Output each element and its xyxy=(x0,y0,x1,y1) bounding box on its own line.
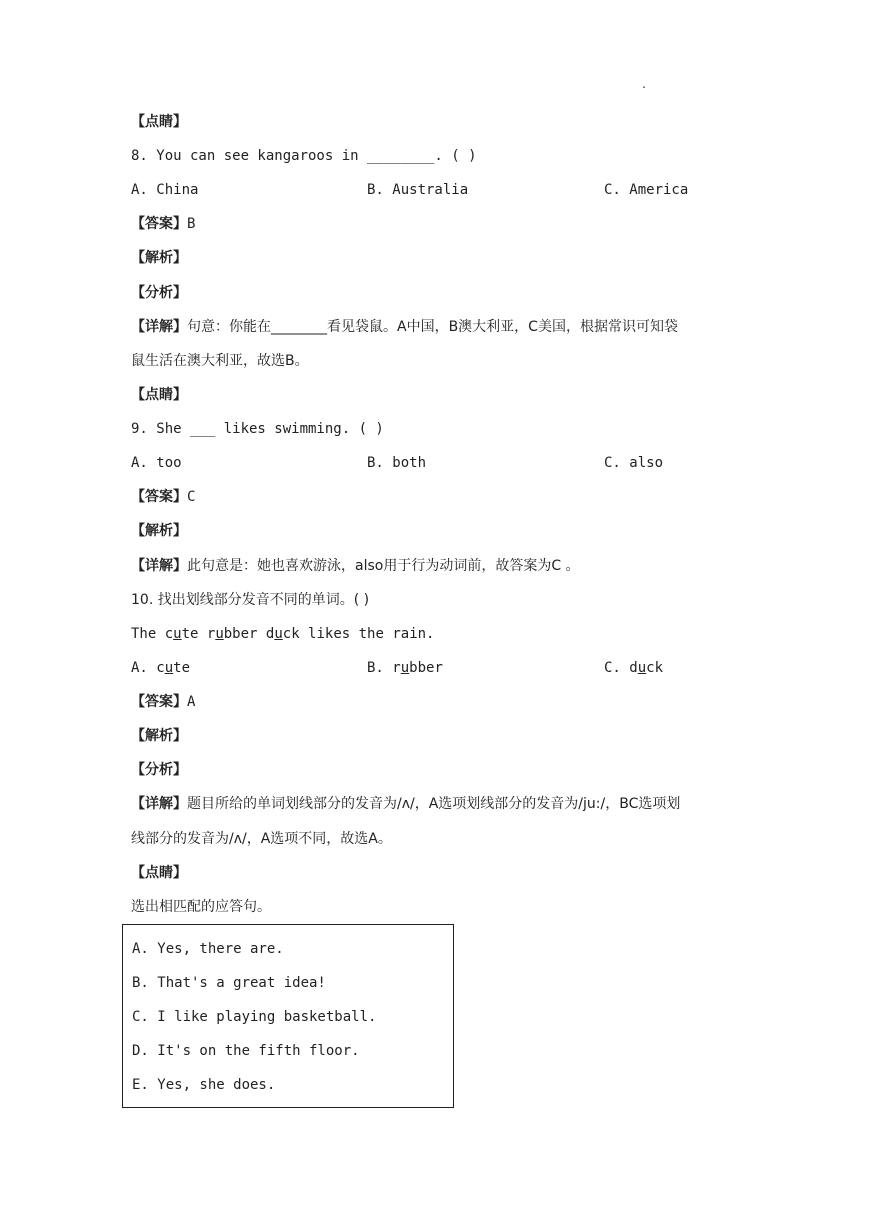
q8-detail-text: 句意：你能在________看见袋鼠。A中国，B澳大利亚，C美国，根据常识可知袋 xyxy=(187,319,678,335)
underlined-letter: u xyxy=(164,660,174,676)
answer-label: 【答案】 xyxy=(131,216,187,232)
underlined-letter: u xyxy=(215,626,224,642)
q10-option-c xyxy=(604,658,663,678)
q9-option-a: A. too xyxy=(131,455,182,471)
q9-detail-text: 此句意是：她也喜欢游泳，also用于行为动词前，故答案为C 。 xyxy=(187,558,580,574)
q9-stem: 9. She ___ likes swimming. ( ) xyxy=(131,421,384,437)
xiangjie-label: 【详解】 xyxy=(131,319,187,335)
q9-answer: C xyxy=(187,489,196,505)
jiexi-label: 【解析】 xyxy=(131,728,187,744)
dianjing-label: 【点睛】 xyxy=(131,865,187,881)
q9-option-b: B. both xyxy=(367,455,427,471)
jiexi-label: 【解析】 xyxy=(131,523,187,539)
option-text: C. d xyxy=(604,660,638,676)
underlined-letter: u xyxy=(637,660,647,676)
q8-option-a: A. China xyxy=(131,182,199,198)
q8-answer: B xyxy=(187,216,196,232)
q8-detail-line1 xyxy=(131,317,678,337)
jiexi-label: 【解析】 xyxy=(131,250,187,266)
underlined-letter: u xyxy=(400,660,410,676)
answer-label: 【答案】 xyxy=(131,694,187,710)
q10-answer-line xyxy=(131,692,195,712)
header-dot: . xyxy=(641,80,648,91)
box-item-c: C. I like playing basketball. xyxy=(132,1009,377,1025)
q10-stem: 10. 找出划线部分发音不同的单词。( ) xyxy=(131,592,370,608)
answer-label: 【答案】 xyxy=(131,489,187,505)
q8-option-b: B. Australia xyxy=(367,182,469,198)
q8-stem: 8. You can see kangaroos in ________. ( ) xyxy=(131,148,477,164)
fenxi-label: 【分析】 xyxy=(131,285,187,301)
sentence-part: ck likes the rain. xyxy=(282,626,435,642)
q10-detail-line2: 线部分的发音为/ʌ/，A选项不同，故选A。 xyxy=(131,831,392,847)
q10-option-b xyxy=(367,658,443,678)
sentence-part: bber d xyxy=(223,626,275,642)
q8-answer-line xyxy=(131,214,195,234)
q10-answer: A xyxy=(187,694,196,710)
section-title: 选出相匹配的应答句。 xyxy=(131,899,271,915)
xiangjie-label: 【详解】 xyxy=(131,796,187,812)
dianjing-label: 【点睛】 xyxy=(131,387,187,403)
dianjing-label: 【点睛】 xyxy=(131,114,187,130)
sentence-part: The c xyxy=(131,626,174,642)
xiangjie-label: 【详解】 xyxy=(131,558,187,574)
q9-detail-line xyxy=(131,556,580,576)
q8-detail-line2: 鼠生活在澳大利亚，故选B。 xyxy=(131,353,309,369)
underlined-letter: u xyxy=(274,626,283,642)
underlined-letter: u xyxy=(173,626,182,642)
q10-option-a xyxy=(131,658,190,678)
option-text: A. c xyxy=(131,660,165,676)
sentence-part: te r xyxy=(181,626,216,642)
box-item-d: D. It's on the fifth floor. xyxy=(132,1043,360,1059)
q10-detail-line1 xyxy=(131,794,680,814)
option-text: bber xyxy=(409,660,443,676)
box-item-b: B. That's a great idea! xyxy=(132,975,326,991)
q10-sentence xyxy=(131,624,434,644)
option-text: ck xyxy=(646,660,664,676)
answer-options-box xyxy=(122,924,454,1108)
option-text: te xyxy=(173,660,191,676)
fenxi-label: 【分析】 xyxy=(131,762,187,778)
box-item-a: A. Yes, there are. xyxy=(132,941,284,957)
q10-detail-text: 题目所给的单词划线部分的发音为/ʌ/，A选项划线部分的发音为/ju:/，BC选项划 xyxy=(187,796,681,812)
q9-option-c: C. also xyxy=(604,455,664,471)
option-text: B. r xyxy=(367,660,401,676)
box-item-e: E. Yes, she does. xyxy=(132,1077,276,1093)
q8-option-c: C. America xyxy=(604,182,689,198)
q9-answer-line xyxy=(131,487,195,507)
